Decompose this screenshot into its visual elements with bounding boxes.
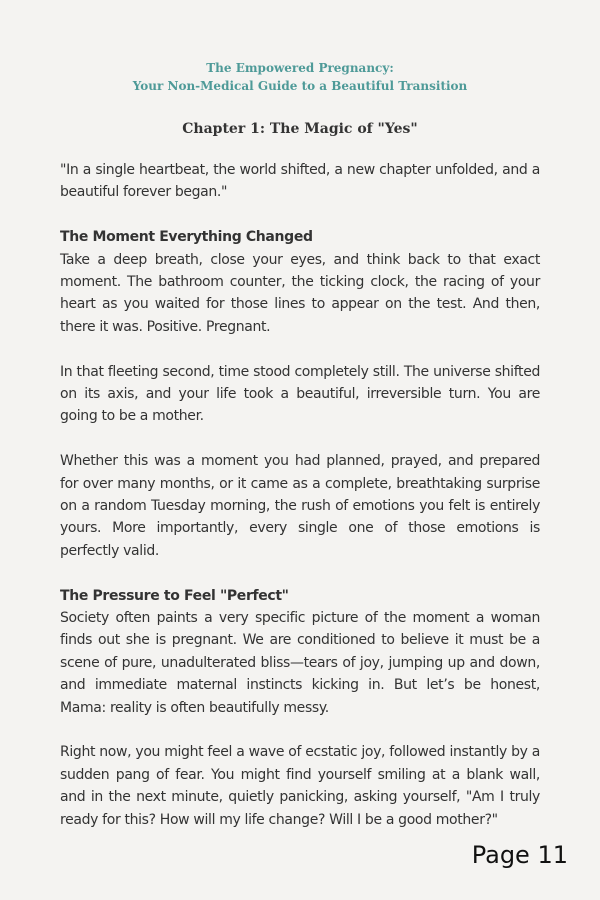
section-moment-everything-changed [60, 226, 540, 562]
page-number: Page 11 [471, 841, 568, 869]
section-heading: The Pressure to Feel "Perfect" [60, 587, 289, 604]
book-title [0, 59, 600, 95]
epigraph: "In a single heartbeat, the world shifted, a new chapter unfolded, and a beautiful forever began." [60, 162, 540, 201]
book-subtitle-line-2: Your Non-Medical Guide to a Beautiful Transition [132, 79, 468, 93]
section-pressure-to-feel-perfect [60, 585, 540, 831]
book-title-line-1: The Empowered Pregnancy: [206, 61, 394, 75]
chapter-body [60, 159, 540, 854]
paragraph: Right now, you might feel a wave of ecstatic joy, followed instantly by a sudden pang of fear. You might find yourself smiling at a blank wall, and in the next minute, quietly panicking, asking yourself, "Am I truly ready for this? How will my life change? Will I be a good mother?" [60, 744, 540, 828]
paragraph: Society often paints a very specific picture of the moment a woman finds out she is pregnant. We are conditioned to believe it must be a scene of pure, unadulterated bliss—tears of joy, jumping up and down, and immediate maternal instincts kicking in. But let’s be honest, Mama: reality is often beautifully messy. [60, 610, 540, 716]
section-heading: The Moment Everything Changed [60, 229, 313, 246]
chapter-title: Chapter 1: The Magic of "Yes" [182, 121, 418, 137]
paragraph: Take a deep breath, close your eyes, and think back to that exact moment. The bathroom counter, the ticking clock, the racing of your heart as you waited for those lines to appear on the test. And then, there it was. Positive. Pregnant. [60, 251, 540, 335]
paragraph: In that fleeting second, time stood completely still. The universe shifted on its axis, and your life took a beautiful, irreversible turn. You are going to be a mother. [60, 363, 540, 425]
paragraph: Whether this was a moment you had planned, prayed, and prepared for over many months, or it came as a complete, breathtaking surprise on a random Tuesday morning, the rush of emotions you felt is entirely yours. More importantly, every single one of those emotions is perfectly valid. [60, 453, 540, 559]
